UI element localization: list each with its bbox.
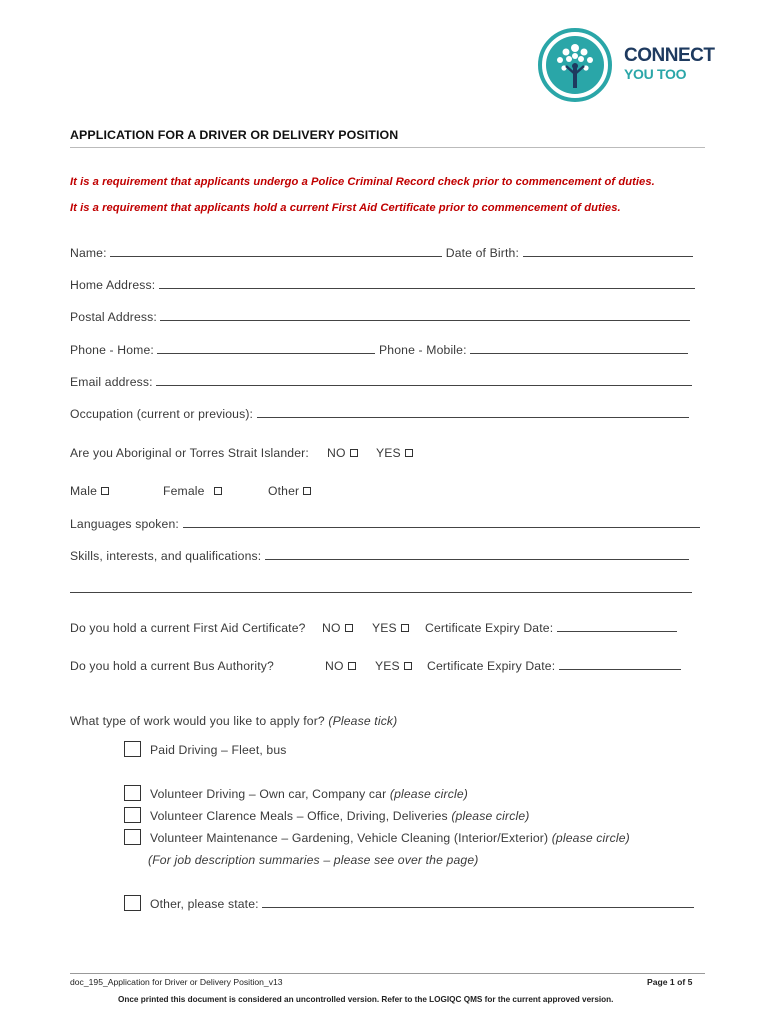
phone-mobile-label: Phone - Mobile:: [379, 343, 467, 357]
female-checkbox[interactable]: [214, 487, 222, 495]
paid-driving-label: [150, 743, 287, 757]
languages-field[interactable]: [183, 517, 700, 528]
maintenance-label: [150, 831, 630, 845]
home-address-label: Home Address:: [70, 278, 156, 292]
maintenance-text: Volunteer Maintenance – Gardening, Vehicle Cleaning (Interior/Exterior): [150, 831, 549, 845]
first-aid-question: Do you hold a current First Aid Certificate?: [70, 621, 306, 635]
aboriginal-no-option[interactable]: [327, 446, 358, 460]
other-work-checkbox[interactable]: [124, 895, 141, 911]
name-label: Name:: [70, 246, 107, 260]
tree-logo-icon: [536, 26, 614, 104]
aboriginal-yes-option[interactable]: [376, 446, 413, 460]
clarence-meals-note: (please circle): [451, 809, 530, 823]
dob-field[interactable]: [523, 246, 693, 257]
skills-field-line2[interactable]: [70, 592, 692, 593]
other-gender-checkbox[interactable]: [303, 487, 311, 495]
languages-label: Languages spoken:: [70, 517, 179, 531]
paid-driving-text: Paid Driving – Fleet, bus: [150, 743, 287, 757]
bus-authority-question: Do you hold a current Bus Authority?: [70, 659, 274, 673]
phone-mobile-field[interactable]: [470, 343, 688, 354]
male-option[interactable]: [70, 484, 109, 498]
skills-field[interactable]: [265, 549, 689, 560]
home-address-row: [70, 278, 695, 292]
footer-page-number: Page 1 of 5: [647, 977, 693, 987]
clarence-meals-text: Volunteer Clarence Meals – Office, Driving, Deliveries: [150, 809, 448, 823]
male-checkbox[interactable]: [101, 487, 109, 495]
first-aid-no-label: NO: [322, 621, 341, 635]
first-aid-expiry-label: Certificate Expiry Date:: [425, 621, 554, 635]
logo: [536, 26, 716, 104]
home-address-field[interactable]: [159, 278, 695, 289]
postal-address-field[interactable]: [160, 310, 690, 321]
phone-home-field[interactable]: [157, 343, 375, 354]
first-aid-no-checkbox[interactable]: [345, 624, 353, 632]
volunteer-driving-text: Volunteer Driving – Own car, Company car: [150, 787, 387, 801]
bus-authority-expiry-label: Certificate Expiry Date:: [427, 659, 556, 673]
volunteer-driving-note: (please circle): [389, 787, 468, 801]
logo-line2: YOU TOO: [624, 66, 687, 82]
footer-notice: Once printed this document is considered an uncontrolled version. Refer to the LOGIQC QMS for the current approved version.: [118, 995, 614, 1004]
title-rule: [70, 147, 705, 148]
bus-authority-no-label: NO: [325, 659, 344, 673]
footer-doc-id: doc_195_Application for Driver or Delivery Position_v13: [70, 977, 283, 987]
first-aid-expiry-field[interactable]: [557, 621, 677, 632]
maintenance-checkbox[interactable]: [124, 829, 141, 845]
postal-address-row: [70, 310, 690, 324]
name-row: [70, 246, 693, 260]
bus-authority-yes-option[interactable]: [375, 659, 412, 673]
job-summary-note: (For job description summaries – please see over the page): [148, 853, 479, 867]
work-type-question-note: (Please tick): [328, 714, 398, 728]
aboriginal-yes-label: YES: [376, 446, 401, 460]
aboriginal-no-label: NO: [327, 446, 346, 460]
female-label: Female: [163, 484, 205, 498]
occupation-label: Occupation (current or previous):: [70, 407, 254, 421]
footer-rule: [70, 973, 705, 974]
work-type-question: [70, 714, 397, 728]
skills-label: Skills, interests, and qualifications:: [70, 549, 262, 563]
first-aid-yes-label: YES: [372, 621, 397, 635]
email-label: Email address:: [70, 375, 153, 389]
volunteer-driving-checkbox[interactable]: [124, 785, 141, 801]
phone-row: [70, 343, 688, 357]
other-work-row: [150, 897, 694, 911]
male-label: Male: [70, 484, 98, 498]
other-work-label: Other, please state:: [150, 897, 259, 911]
work-type-question-text: What type of work would you like to apply for?: [70, 714, 325, 728]
other-gender-option[interactable]: [268, 484, 311, 498]
phone-home-label: Phone - Home:: [70, 343, 154, 357]
volunteer-driving-label: [150, 787, 468, 801]
requirement-first-aid: It is a requirement that applicants hold a current First Aid Certificate prior to commencement of duties.: [70, 202, 621, 214]
aboriginal-no-checkbox[interactable]: [350, 449, 358, 457]
maintenance-note: (please circle): [551, 831, 630, 845]
email-row: [70, 375, 692, 389]
first-aid-expiry-row: [425, 621, 677, 635]
postal-address-label: Postal Address:: [70, 310, 157, 324]
first-aid-no-option[interactable]: [322, 621, 353, 635]
bus-authority-no-checkbox[interactable]: [348, 662, 356, 670]
skills-row: [70, 549, 689, 563]
occupation-field[interactable]: [257, 407, 689, 418]
languages-row: [70, 517, 700, 531]
email-field[interactable]: [156, 375, 692, 386]
name-field[interactable]: [110, 246, 442, 257]
bus-authority-expiry-row: [427, 659, 681, 673]
aboriginal-question: Are you Aboriginal or Torres Strait Islander:: [70, 446, 309, 460]
other-work-field[interactable]: [262, 897, 694, 908]
occupation-row: [70, 407, 689, 421]
bus-authority-yes-checkbox[interactable]: [404, 662, 412, 670]
logo-line1: CONNECT: [624, 45, 715, 66]
page-title: APPLICATION FOR A DRIVER OR DELIVERY POSITION: [70, 128, 399, 142]
clarence-meals-checkbox[interactable]: [124, 807, 141, 823]
first-aid-yes-checkbox[interactable]: [401, 624, 409, 632]
requirement-police-check: It is a requirement that applicants undergo a Police Criminal Record check prior to commencement of duties.: [70, 176, 655, 188]
aboriginal-yes-checkbox[interactable]: [405, 449, 413, 457]
clarence-meals-label: [150, 809, 529, 823]
bus-authority-no-option[interactable]: [325, 659, 356, 673]
paid-driving-checkbox[interactable]: [124, 741, 141, 757]
other-gender-label: Other: [268, 484, 300, 498]
first-aid-yes-option[interactable]: [372, 621, 409, 635]
bus-authority-expiry-field[interactable]: [559, 659, 681, 670]
bus-authority-yes-label: YES: [375, 659, 400, 673]
female-option[interactable]: [163, 484, 222, 498]
dob-label: Date of Birth:: [445, 246, 519, 260]
